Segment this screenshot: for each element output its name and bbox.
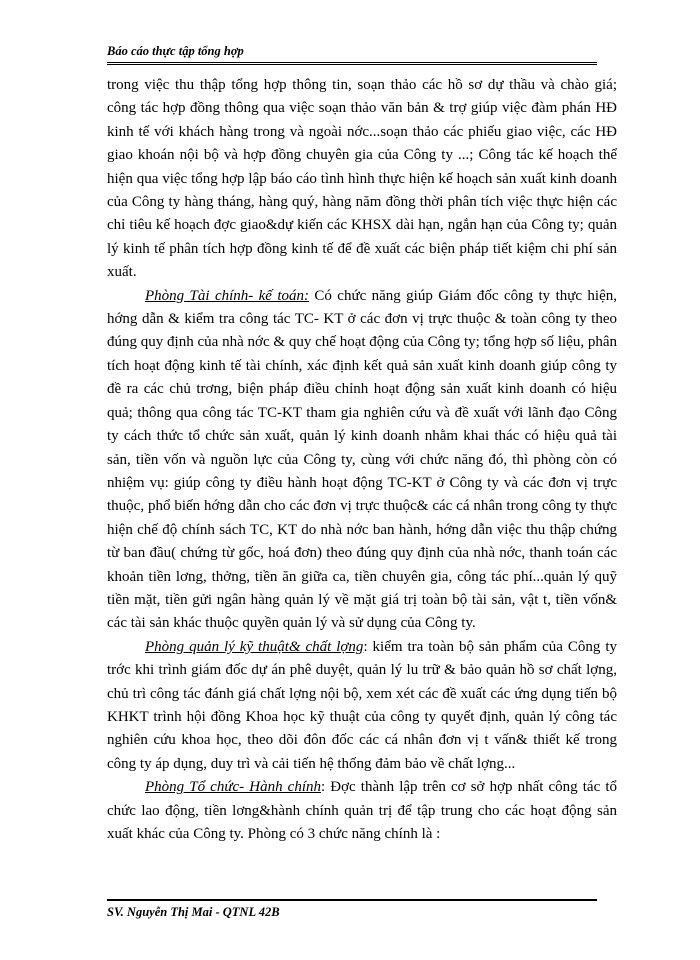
page-footer <box>107 899 597 920</box>
organization-admin-text: : Đợc thành lập trên cơ sở hợp nhất công tác tổ chức lao động, tiền lơng&hành chính quản trị để tập trung cho các hoạt động sản xuất khác của Công ty. Phòng có 3 chức năng chính là : <box>107 779 617 842</box>
page-header-title: Báo cáo thực tập tổng hợp <box>107 44 244 58</box>
finance-accounting-text: Có chức năng giúp Giám đốc công ty thực hiện, hớng dẫn & kiểm tra công tác TC- KT ở các đơn vị trực thuộc & toàn công ty theo đúng quy định của nhà nớc & quy chế hoạt động của Công ty; tổng hợp số liệu, phân tích hoạt động kinh tế tài chính, xác định kết quả sản xuất kinh doanh giúp công ty đề ra các chủ trơng, biện pháp điều chỉnh hoạt động sản xuất kinh doanh có hiệu quả; thông qua công tác TC-KT tham gia nghiên cứu và đề xuất với lãnh đạo Công ty cách thức tổ chức sản xuất, quản lý kinh doanh nhằm khai thác có hiệu quả tài sản, tiền vốn và nguồn lực của Công ty, cùng với chức năng đó, thì phòng còn có nhiệm vụ: giúp công ty điều hành hoạt động TC-KT ở Công ty và các đơn vị trực thuộc, phổ biến hớng dẫn cho các đơn vị trực thuộc& các cá nhân trong công ty thực hiện chế độ chính sách TC, KT do nhà nớc ban hành, hớng dẫn việc thu thập chứng từ ban đầu( chứng từ gốc, hoá đơn) theo đúng quy định của nhà nớc, thanh toán các khoản tiền lơng, thởng, tiền ăn giữa ca, tiền chuyên gia, công tác phí...quản lý quỹ tiền mặt, tiền gửi ngân hàng quản lý về mặt giá trị toàn bộ tài sản, vật t, tiền vốn& các tài sản khác thuộc quyền quản lý và sử dụng của Công ty. <box>107 287 617 632</box>
organization-admin-heading: Phòng Tổ chức- Hành chính <box>145 779 322 796</box>
document-body <box>107 74 617 846</box>
paragraph-continued: trong việc thu thập tổng hợp thông tin, soạn thảo các hồ sơ dự thầu và chào giá; công tác hợp đồng thông qua việc soạn thảo văn bản & trợ giúp việc đàm phán HĐ kinh tế với khách hàng trong và ngoài nớc...soạn thảo các phiếu giao việc, các HĐ giao khoán nội bộ và hợp đồng chuyên gia của Công ty ...; Công tác kế hoạch thể hiện qua việc tổng hợp lập báo cáo tình hình thực hiện kế hoạch sản xuất kinh doanh của Công ty hàng tháng, hàng quý, hàng năm đồng thời phân tích việc thực hiện các chỉ tiêu kế hoạch đợc giao&dự kiến các KHSX dài hạn, ngắn hạn của Công ty; quản lý kinh tế phân tích hợp đồng kinh tế để đề xuất các biện pháp tiết kiệm chi phí sản xuất. <box>107 77 617 281</box>
finance-accounting-heading: Phòng Tài chính- kế toán: <box>145 287 310 304</box>
page-footer-text: SV. Nguyễn Thị Mai - QTNL 42B <box>107 905 280 919</box>
technical-quality-heading: Phòng quản lý kỹ thuật& chất lợng <box>145 638 364 655</box>
page-header <box>107 44 597 65</box>
paragraph-technical-quality <box>107 636 617 776</box>
paragraph-finance-accounting <box>107 285 617 636</box>
paragraph-organization-admin <box>107 776 617 846</box>
technical-quality-text: : kiểm tra toàn bộ sản phẩm của Công ty trớc khi trình giám đốc dự án phê duyệt, quản lý lu trữ & bảo quản hồ sơ chất lợng, chủ trì công tác đánh giá chất lợng nội bộ, xem xét các đề xuất các ứng dụng tiến bộ KHKT trình hội đồng Khoa học kỹ thuật của công ty quyết định, quản lý công tác nghiên cứu khoa học, theo dõi đôn đốc các cá nhân đơn vị t vấn& thiết kế trong công ty áp dụng, duy trì và cải tiến hệ thống đảm bảo về chất lợng... <box>107 638 617 772</box>
